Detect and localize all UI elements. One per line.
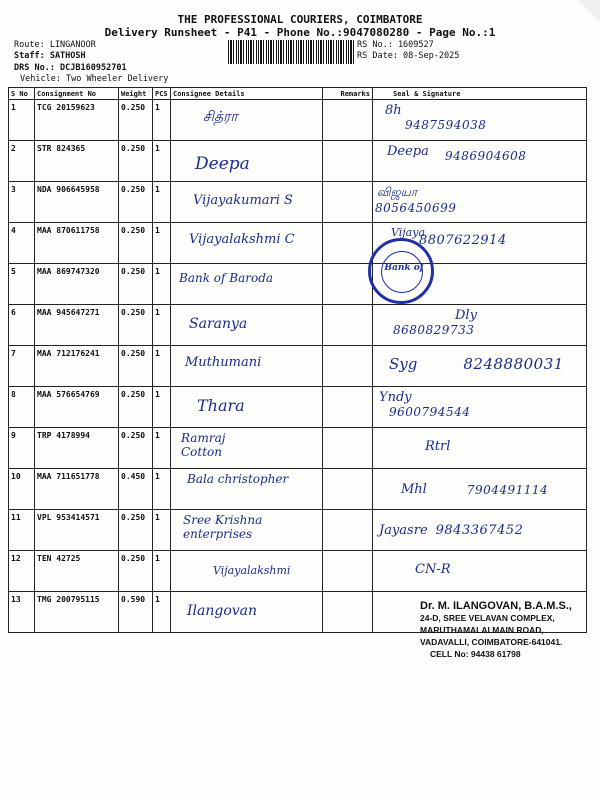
remarks bbox=[323, 346, 373, 387]
consignee-handwritten: Muthumani bbox=[185, 355, 262, 370]
pcs: 1 bbox=[153, 264, 171, 305]
consignee-handwritten: Vijayalakshmi C bbox=[189, 232, 295, 247]
seal-line: MARUTHAMALAI MAIN ROAD, bbox=[420, 625, 544, 635]
pcs: 1 bbox=[153, 346, 171, 387]
signature: Deepa bbox=[387, 144, 429, 159]
remarks bbox=[323, 264, 373, 305]
consignee-handwritten: Ramraj Cotton bbox=[181, 431, 226, 459]
consignee-handwritten: சித்ரா bbox=[203, 109, 238, 125]
signature: விஜயா bbox=[377, 185, 418, 199]
consignee-handwritten: Bala christopher bbox=[187, 472, 289, 486]
route-label: Route: LINGANOOR bbox=[14, 40, 96, 50]
consignment-no: STR 824365 bbox=[35, 141, 119, 182]
seal-line: VADAVALLI, COIMBATORE-641041. bbox=[420, 637, 563, 647]
weight: 0.250 bbox=[119, 223, 153, 264]
table-header-row bbox=[9, 88, 587, 100]
runsheet-table bbox=[8, 87, 587, 633]
column-header: S No bbox=[9, 88, 35, 100]
remarks bbox=[323, 551, 373, 592]
weight: 0.250 bbox=[119, 551, 153, 592]
receiver-phone: 8680829733 bbox=[393, 323, 475, 337]
signature: Yndy bbox=[379, 390, 412, 405]
serial-no: 8 bbox=[9, 387, 35, 428]
table-row bbox=[9, 469, 587, 510]
weight: 0.250 bbox=[119, 182, 153, 223]
receiver-phone: 9486904608 bbox=[445, 149, 527, 163]
signature: Syg bbox=[389, 355, 418, 373]
runsheet-heading: Delivery Runsheet - P41 - Phone No.:9047080280 - Page No.:1 bbox=[104, 26, 496, 39]
weight: 0.250 bbox=[119, 387, 153, 428]
serial-no: 6 bbox=[9, 305, 35, 346]
remarks bbox=[323, 305, 373, 346]
pcs: 1 bbox=[153, 551, 171, 592]
serial-no: 5 bbox=[9, 264, 35, 305]
weight: 0.250 bbox=[119, 346, 153, 387]
seal-line: 24-D, SREE VELAVAN COMPLEX, bbox=[420, 613, 555, 623]
column-header: PCS bbox=[153, 88, 171, 100]
serial-no: 11 bbox=[9, 510, 35, 551]
table-row bbox=[9, 346, 587, 387]
consignment-no: TEN 42725 bbox=[35, 551, 119, 592]
serial-no: 10 bbox=[9, 469, 35, 510]
table-row bbox=[9, 510, 587, 551]
serial-no: 12 bbox=[9, 551, 35, 592]
pcs: 1 bbox=[153, 182, 171, 223]
table-row bbox=[9, 305, 587, 346]
company-name: THE PROFESSIONAL COURIERS, COIMBATORE bbox=[177, 13, 423, 26]
remarks bbox=[323, 428, 373, 469]
consignment-no: VPL 953414571 bbox=[35, 510, 119, 551]
staff-label: Staff: SATHOSH bbox=[14, 51, 86, 61]
consignee-handwritten: Thara bbox=[197, 396, 245, 415]
consignment-no: MAA 711651778 bbox=[35, 469, 119, 510]
table-row bbox=[9, 428, 587, 469]
rs-date: RS Date: 08-Sep-2025 bbox=[357, 51, 460, 61]
consignee-handwritten: Vijayakumari S bbox=[193, 193, 293, 208]
consignee-handwritten: Sree Krishna enterprises bbox=[183, 513, 263, 541]
serial-no: 7 bbox=[9, 346, 35, 387]
receiver-phone: 8248880031 bbox=[463, 355, 564, 373]
receiver-phone: 7904491114 bbox=[466, 482, 549, 497]
pcs: 1 bbox=[153, 387, 171, 428]
serial-no: 13 bbox=[9, 592, 35, 633]
weight: 0.250 bbox=[119, 428, 153, 469]
table-row bbox=[9, 223, 587, 264]
receiver-phone: 9843367452 bbox=[435, 523, 524, 538]
weight: 0.590 bbox=[119, 592, 153, 633]
consignment-no: TCG 20159623 bbox=[35, 100, 119, 141]
consignee-handwritten: Bank of Baroda bbox=[179, 271, 274, 285]
column-header: Remarks bbox=[323, 88, 373, 100]
remarks bbox=[323, 141, 373, 182]
table-row bbox=[9, 100, 587, 141]
signature: Rtrl bbox=[425, 439, 451, 454]
signature: Mhl bbox=[401, 482, 427, 497]
consignment-no: NDA 906645958 bbox=[35, 182, 119, 223]
signature: CN-R bbox=[415, 562, 451, 577]
vehicle-label: Vehicle: Two Wheeler Delivery bbox=[20, 74, 169, 84]
seal-line: CELL No: 94438 61798 bbox=[430, 649, 521, 659]
barcode bbox=[228, 40, 354, 64]
table-row bbox=[9, 551, 587, 592]
signature: Vijaya bbox=[391, 226, 426, 239]
signature: 8h bbox=[385, 103, 402, 118]
receiver-phone: 8056450699 bbox=[375, 201, 457, 215]
remarks bbox=[323, 182, 373, 223]
weight: 0.450 bbox=[119, 469, 153, 510]
table-row bbox=[9, 387, 587, 428]
consignment-no: MAA 712176241 bbox=[35, 346, 119, 387]
table-row bbox=[9, 141, 587, 182]
seal-line: Dr. M. ILANGOVAN, B.A.M.S., bbox=[420, 600, 572, 612]
remarks bbox=[323, 100, 373, 141]
consignment-no: MAA 576654769 bbox=[35, 387, 119, 428]
consignment-no: MAA 945647271 bbox=[35, 305, 119, 346]
column-header: Seal & Signature bbox=[373, 88, 587, 100]
bank-stamp bbox=[368, 238, 434, 304]
consignee-handwritten: Vijayalakshmi bbox=[213, 564, 291, 577]
consignment-no: MAA 869747320 bbox=[35, 264, 119, 305]
pcs: 1 bbox=[153, 305, 171, 346]
remarks bbox=[323, 387, 373, 428]
table-row bbox=[9, 264, 587, 305]
column-header: Consignee Details bbox=[171, 88, 323, 100]
receiver-phone: 8807622914 bbox=[419, 233, 507, 248]
pcs: 1 bbox=[153, 100, 171, 141]
pcs: 1 bbox=[153, 469, 171, 510]
pcs: 1 bbox=[153, 592, 171, 633]
column-header: Consignment No bbox=[35, 88, 119, 100]
remarks bbox=[323, 223, 373, 264]
runsheet-title-block bbox=[0, 13, 600, 39]
doctor-seal bbox=[420, 600, 592, 660]
weight: 0.250 bbox=[119, 305, 153, 346]
remarks bbox=[323, 510, 373, 551]
weight: 0.250 bbox=[119, 100, 153, 141]
weight: 0.250 bbox=[119, 510, 153, 551]
column-header: Weight bbox=[119, 88, 153, 100]
signature: Dly bbox=[455, 308, 477, 323]
consignee-handwritten: Deepa bbox=[195, 154, 250, 174]
receiver-phone: 9600794544 bbox=[389, 405, 471, 419]
receiver-phone: 9487594038 bbox=[405, 118, 487, 132]
serial-no: 3 bbox=[9, 182, 35, 223]
consignee-handwritten: Saranya bbox=[189, 316, 248, 332]
serial-no: 1 bbox=[9, 100, 35, 141]
consignee-handwritten: Ilangovan bbox=[187, 603, 258, 619]
consignment-no: TRP 4178994 bbox=[35, 428, 119, 469]
pcs: 1 bbox=[153, 223, 171, 264]
consignment-no: TMG 200795115 bbox=[35, 592, 119, 633]
consignment-no: MAA 870611758 bbox=[35, 223, 119, 264]
serial-no: 9 bbox=[9, 428, 35, 469]
stamp-text: Bank of bbox=[384, 263, 424, 273]
weight: 0.250 bbox=[119, 264, 153, 305]
pcs: 1 bbox=[153, 428, 171, 469]
drs-number: DRS No.: DCJB160952701 bbox=[14, 63, 127, 73]
serial-no: 2 bbox=[9, 141, 35, 182]
table-row bbox=[9, 182, 587, 223]
remarks bbox=[323, 469, 373, 510]
pcs: 1 bbox=[153, 510, 171, 551]
signature: Jayasre bbox=[379, 523, 428, 538]
serial-no: 4 bbox=[9, 223, 35, 264]
rs-number: RS No.: 1609527 bbox=[357, 40, 434, 50]
remarks bbox=[323, 592, 373, 633]
weight: 0.250 bbox=[119, 141, 153, 182]
pcs: 1 bbox=[153, 141, 171, 182]
